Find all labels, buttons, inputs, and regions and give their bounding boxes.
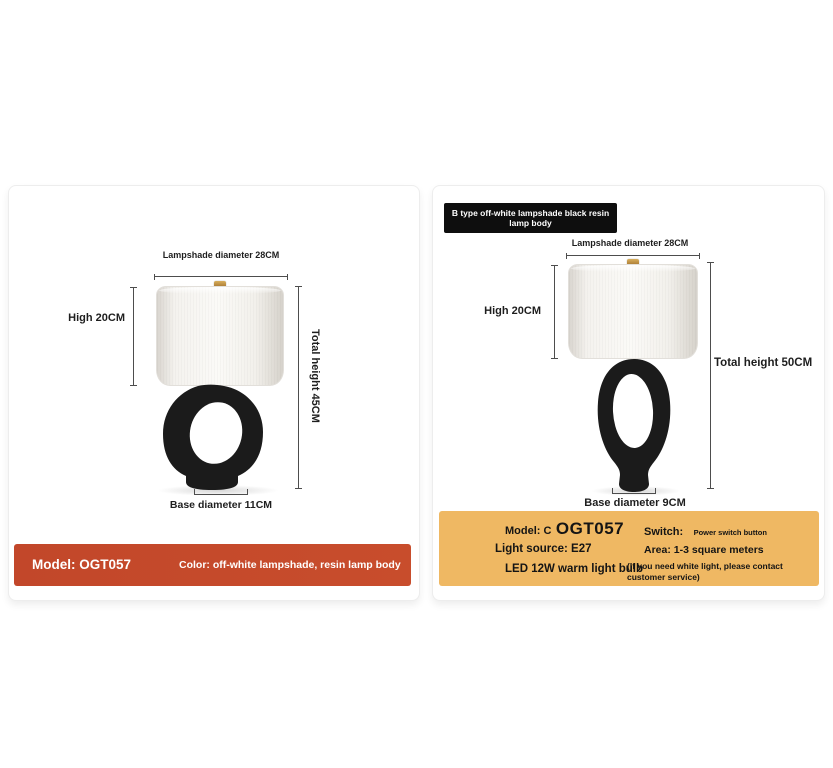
base-diameter-dimension-line [194, 494, 248, 495]
product-card-b [432, 185, 825, 601]
shade-diameter-label: Lampshade diameter 28CM [571, 238, 689, 248]
switch-value: Power switch button [693, 528, 767, 537]
type-label-chip: B type off-white lampshade black resin lamp body [444, 203, 617, 233]
bulb-text: LED 12W warm light bulb [505, 563, 644, 575]
lamp-base [592, 358, 676, 493]
base-diameter-label: Base diameter 9CM [584, 497, 686, 509]
lamp-shade [568, 264, 698, 359]
model-text: Model: OGT057 [32, 557, 132, 572]
base-diameter-label: Base diameter 11CM [169, 499, 273, 511]
switch-label: Switch: [644, 526, 684, 538]
white-light-note: (If you need white light, please contact customer service) [627, 561, 783, 583]
total-height-label: Total height 45CM [309, 329, 321, 423]
total-height-dimension-line [298, 286, 299, 489]
model-value: OGT057 [555, 519, 625, 538]
model-row [505, 519, 624, 539]
shade-diameter-dimension-line [566, 255, 700, 256]
product-card-a [8, 185, 420, 601]
shade-diameter-dimension-line [154, 276, 288, 277]
shade-diameter-label: Lampshade diameter 28CM [162, 250, 280, 260]
color-info-text: Color: off-white lampshade, resin lamp body [179, 559, 401, 571]
shade-height-dimension-line [554, 265, 555, 359]
total-height-label: Total height 50CM [714, 357, 813, 369]
total-height-dimension-line [710, 262, 711, 489]
lamp-base [161, 383, 265, 493]
shade-height-label: High 20CM [484, 305, 541, 317]
lamp-shade [156, 286, 284, 386]
shade-height-label: High 20CM [68, 312, 125, 324]
base-diameter-dimension-line [612, 493, 656, 494]
switch-row [644, 522, 767, 540]
model-label: Model: C [505, 525, 552, 537]
light-source-text: Light source: E27 [495, 543, 592, 555]
area-text: Area: 1-3 square meters [644, 544, 764, 556]
model-color-bar [14, 544, 411, 586]
spec-info-box [439, 511, 819, 586]
shade-height-dimension-line [133, 287, 134, 386]
